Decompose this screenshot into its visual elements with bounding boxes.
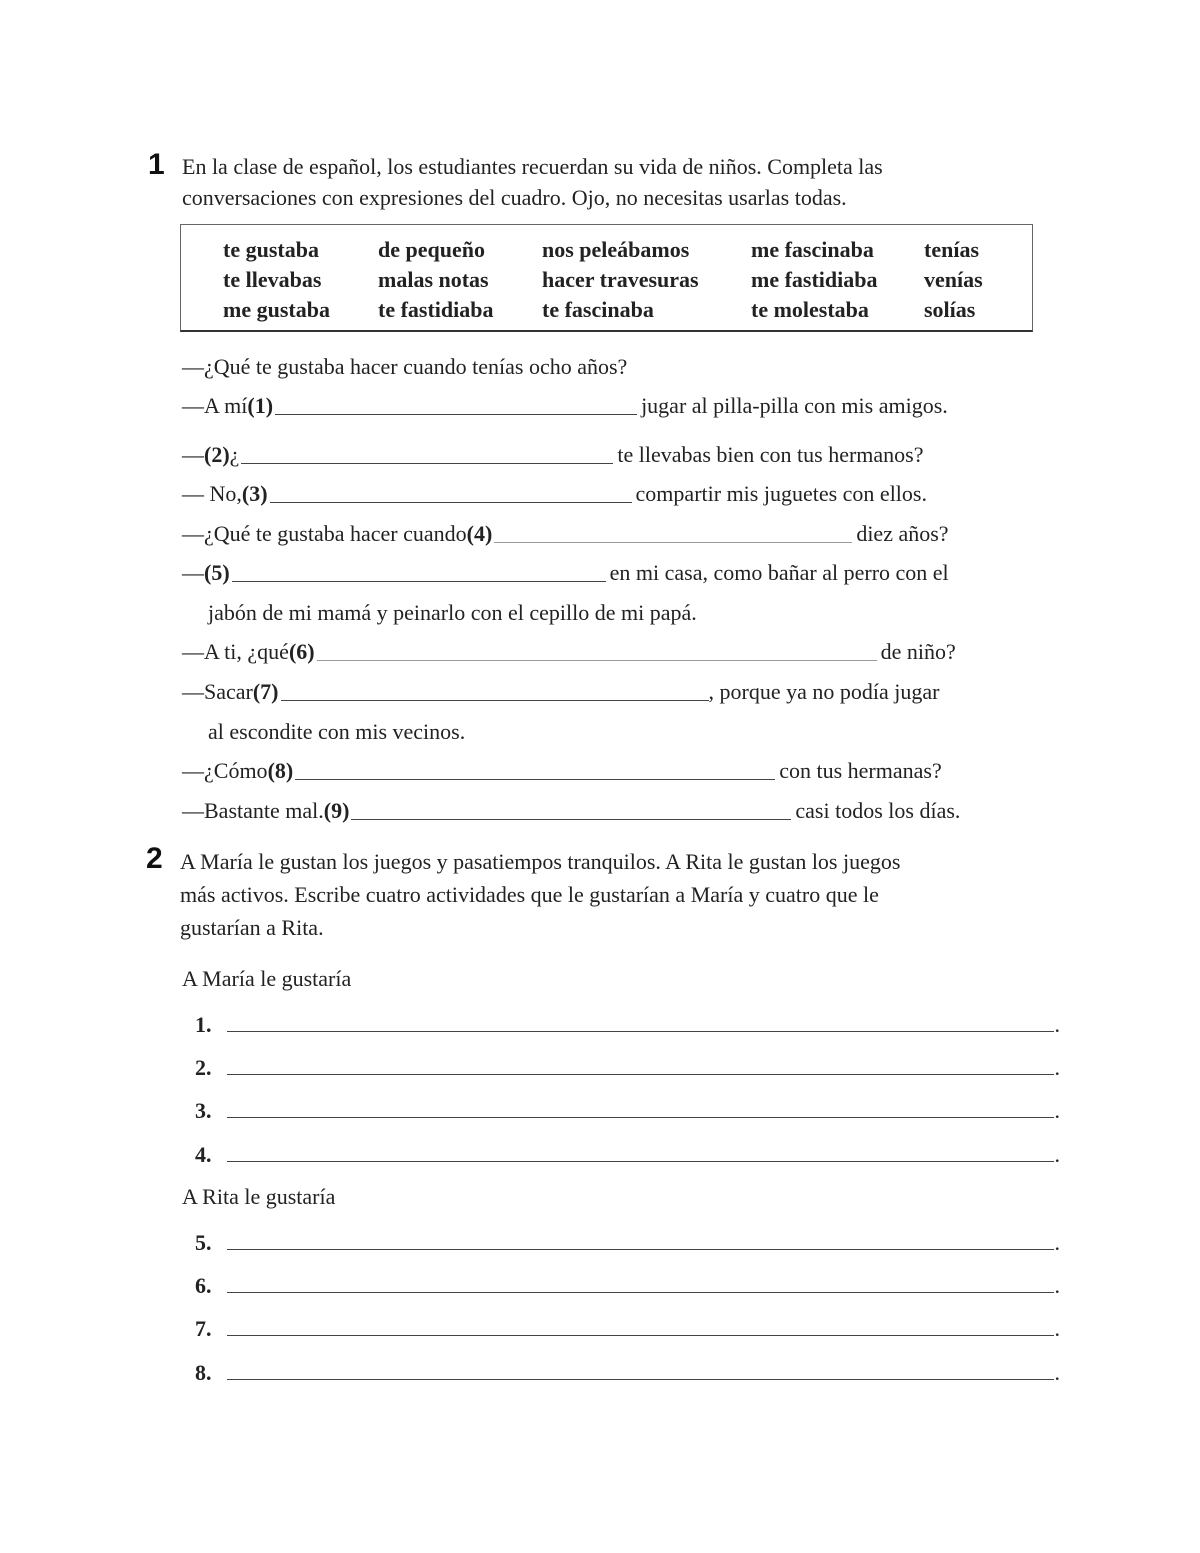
word-bank-item: tenías — [924, 237, 979, 262]
word-bank-column-5 — [924, 235, 983, 325]
word-bank-item: te llevabas — [223, 267, 322, 292]
dialogue-text: —¿Qué te gustaba hacer cuando — [182, 521, 467, 546]
dialogue-text: de niño? — [880, 639, 956, 664]
exercise-2-number: 2 — [146, 842, 163, 875]
dialogue-line-1 — [182, 391, 1042, 421]
dialogue-continuation: al escondite con mis vecinos. — [208, 719, 466, 744]
blank-number: (9) — [323, 798, 350, 823]
dialogue-text: —¿Qué te gustaba hacer cuando tenías ocho años? — [182, 354, 628, 379]
blank-number: (4) — [466, 521, 493, 546]
end-period: . — [1054, 1012, 1060, 1037]
end-period: . — [1054, 1360, 1060, 1385]
answer-number: 7. — [195, 1316, 212, 1341]
answer-blank-2[interactable] — [241, 441, 613, 464]
dialogue-text: — — [182, 442, 204, 467]
dialogue-text: — — [182, 560, 204, 585]
instruction-line: más activos. Escribe cuatro actividades que le gustarían a María y cuatro que le — [180, 882, 879, 907]
answer-number: 8. — [195, 1360, 212, 1385]
blank-number: (3) — [241, 481, 268, 506]
dialogue-text: —Bastante mal. — [182, 798, 324, 823]
answer-line-2[interactable] — [195, 1051, 1060, 1081]
word-bank-item: te gustaba — [223, 237, 319, 262]
word-bank-box — [180, 224, 1033, 332]
word-bank-column-4 — [751, 235, 878, 325]
answer-number: 5. — [195, 1230, 212, 1255]
word-bank-item: venías — [924, 267, 983, 292]
dialogue-text: te llevabas bien con tus hermanos? — [617, 442, 924, 467]
blank-number: (2) — [204, 442, 230, 467]
word-bank-item: hacer travesuras — [542, 267, 699, 292]
dialogue-line-2 — [182, 440, 1042, 470]
answer-line-3[interactable] — [195, 1094, 1060, 1124]
dialogue-line-3 — [182, 479, 1042, 509]
answer-line-8[interactable] — [195, 1356, 1060, 1386]
end-period: . — [1054, 1142, 1060, 1167]
word-bank-item: te fascinaba — [542, 297, 654, 322]
instruction-line: gustarían a Rita. — [180, 915, 324, 940]
answer-rule[interactable] — [227, 1315, 1054, 1336]
answer-rule[interactable] — [227, 1359, 1054, 1380]
answer-rule[interactable] — [227, 1229, 1054, 1250]
dialogue-line-7 — [182, 677, 1042, 707]
answer-number: 3. — [195, 1098, 212, 1123]
exercise-2-instructions — [180, 845, 900, 944]
blank-number: (5) — [204, 560, 230, 585]
answer-rule[interactable] — [227, 1011, 1054, 1032]
answer-line-6[interactable] — [195, 1269, 1060, 1299]
word-bank-item: de pequeño — [378, 237, 485, 262]
word-bank-item: nos peleábamos — [542, 237, 690, 262]
end-period: . — [1054, 1230, 1060, 1255]
blank-number: (6) — [288, 639, 315, 664]
dialogue-text: en mi casa, como bañar al perro con el — [609, 560, 949, 585]
dialogue-text: casi todos los días. — [795, 798, 961, 823]
answer-rule[interactable] — [227, 1272, 1054, 1293]
answer-rule[interactable] — [227, 1097, 1054, 1118]
rita-section-label: A Rita le gustaría — [182, 1184, 336, 1209]
dialogue-line-4 — [182, 519, 1042, 549]
dialogue-text: jugar al pilla-pilla con mis amigos. — [641, 393, 948, 418]
answer-line-5[interactable] — [195, 1226, 1060, 1256]
exercise-1-instructions — [182, 151, 883, 213]
answer-blank-7[interactable] — [281, 678, 709, 701]
instruction-line: conversaciones con expresiones del cuadro. Ojo, no necesitas usarlas todas. — [182, 185, 847, 210]
answer-blank-4[interactable] — [494, 520, 852, 543]
dialogue-text: — No, — [182, 481, 242, 506]
word-bank-item: solías — [924, 297, 976, 322]
answer-blank-3[interactable] — [270, 480, 632, 503]
answer-blank-5[interactable] — [232, 559, 606, 582]
answer-blank-9[interactable] — [351, 797, 791, 820]
answer-number: 2. — [195, 1055, 212, 1080]
dialogue-text: , porque ya no podía jugar — [708, 679, 940, 704]
answer-number: 6. — [195, 1273, 212, 1298]
word-bank-column-2 — [378, 235, 494, 325]
word-bank-item: te molestaba — [751, 297, 869, 322]
answer-number: 4. — [195, 1142, 212, 1167]
dialogue-line-8 — [182, 756, 1042, 786]
dialogue-text: compartir mis juguetes con ellos. — [635, 481, 927, 506]
answer-rule[interactable] — [227, 1054, 1054, 1075]
dialogue-text: ¿ — [229, 442, 240, 467]
word-bank-item: me fascinaba — [751, 237, 874, 262]
dialogue-line-9 — [182, 796, 1042, 826]
blank-number: (7) — [252, 679, 279, 704]
dialogue-text: —A mí — [182, 393, 248, 418]
instruction-line: En la clase de español, los estudiantes recuerdan su vida de niños. Completa las — [182, 154, 883, 179]
word-bank-item: me gustaba — [223, 297, 330, 322]
answer-line-1[interactable] — [195, 1008, 1060, 1038]
maria-section-label: A María le gustaría — [182, 966, 352, 991]
end-period: . — [1054, 1055, 1060, 1080]
dialogue-text: —¿Cómo — [182, 758, 268, 783]
word-bank-item: malas notas — [378, 267, 489, 292]
dialogue-text: con tus hermanas? — [779, 758, 942, 783]
end-period: . — [1054, 1316, 1060, 1341]
dialogue-text: —Sacar — [182, 679, 253, 704]
word-bank-column-1 — [223, 235, 330, 325]
answer-blank-6[interactable] — [317, 638, 877, 661]
end-period: . — [1054, 1273, 1060, 1298]
answer-line-4[interactable] — [195, 1138, 1060, 1168]
word-bank-item: te fastidiaba — [378, 297, 494, 322]
instruction-line: A María le gustan los juegos y pasatiempos tranquilos. A Rita le gustan los juegos — [180, 849, 901, 874]
dialogue-text: diez años? — [856, 521, 949, 546]
answer-line-7[interactable] — [195, 1312, 1060, 1342]
blank-number: (8) — [267, 758, 294, 783]
exercise-1-number: 1 — [148, 148, 165, 181]
dialogue-line-6 — [182, 637, 1042, 667]
dialogue-line-5 — [182, 558, 1042, 588]
answer-rule[interactable] — [227, 1141, 1054, 1162]
dialogue-line-0 — [182, 352, 1042, 382]
dialogue-continuation: jabón de mi mamá y peinarlo con el cepillo de mi papá. — [208, 600, 697, 625]
answer-blank-1[interactable] — [275, 392, 637, 415]
end-period: . — [1054, 1098, 1060, 1123]
blank-number: (1) — [247, 393, 274, 418]
answer-blank-8[interactable] — [295, 757, 775, 780]
dialogue-text: —A ti, ¿qué — [182, 639, 289, 664]
answer-number: 1. — [195, 1012, 212, 1037]
word-bank-item: me fastidiaba — [751, 267, 878, 292]
word-bank-column-3 — [542, 235, 699, 325]
